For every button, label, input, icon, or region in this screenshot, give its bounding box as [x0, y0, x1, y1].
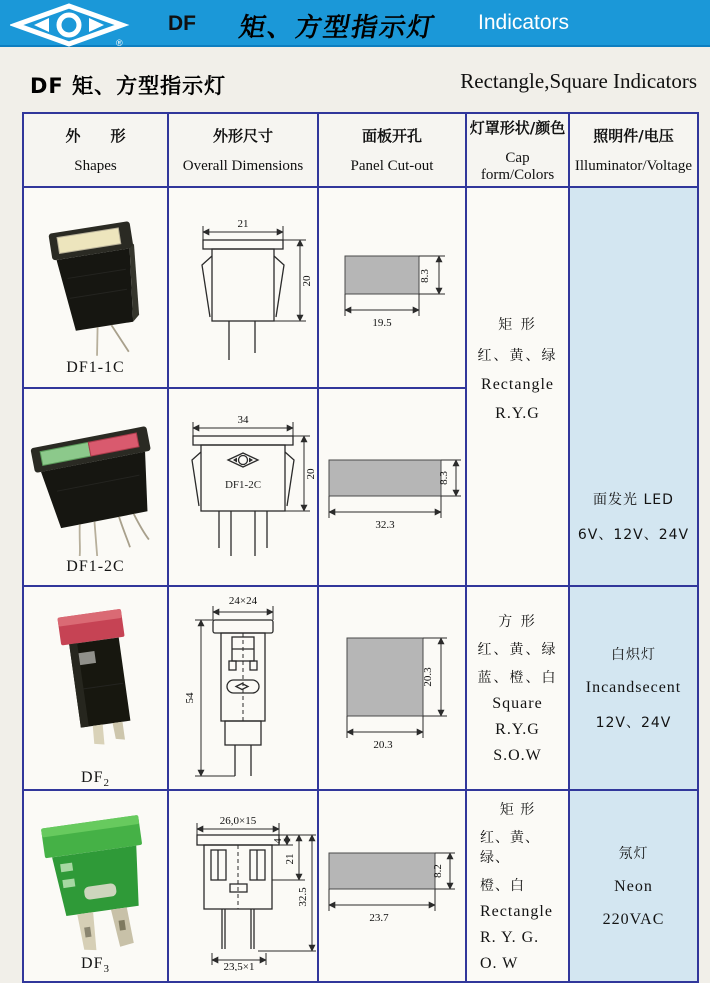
dim-label-width: 34 [237, 413, 249, 426]
col-header-capform: 灯罩形状/颜色 Cap form/Colors [466, 113, 569, 187]
table-row-df2 [23, 586, 698, 790]
model-label: $DF_3$ [81, 955, 110, 976]
cutout-width-label: 32.3 [375, 518, 395, 531]
dim-label-width: 24×24 [228, 594, 258, 607]
cutout-height-label: 8.2 [432, 864, 444, 879]
dimension-drawing-cell [168, 388, 318, 586]
illuminator-cell-led: 面发光 LED 6V、12V、24V [569, 187, 698, 586]
dim-label-top: 26,0×15 [219, 814, 257, 827]
panel-cutout-drawing-df1-2c [319, 390, 467, 580]
panel-cutout-cell [318, 187, 466, 388]
shape-cell [23, 388, 168, 586]
dimension-drawing-df2 [169, 588, 317, 784]
col-header-dimensions: 外形尺寸 Overall Dimensions [168, 113, 318, 187]
brand-logo-icon [10, 3, 130, 47]
dimension-drawing-cell [168, 586, 318, 790]
panel-cutout-cell [318, 388, 466, 586]
svg-text:®: ® [116, 38, 123, 47]
illuminator-cell-incandescent: 白炽灯 Incandsecent 12V、24V [569, 586, 698, 790]
cutout-height-label: 8.3 [438, 470, 450, 485]
cutout-width-label: 19.5 [372, 317, 392, 329]
subtitle-cn: DF 矩、方型指示灯 [30, 74, 227, 98]
cap-form-cell-square: 方 形 红、黄、绿 蓝、橙、白 Square R.Y.G S.O.W [466, 586, 569, 790]
shape-cell [23, 187, 168, 388]
dim-label-height: 20 [305, 468, 317, 479]
drawing-body-label: DF1-2C [224, 478, 262, 491]
shape-cell [23, 586, 168, 790]
panel-cutout-drawing-df2 [319, 588, 467, 784]
dimension-drawing-df3 [169, 797, 319, 971]
subtitle-en: Rectangle,Square Indicators [460, 69, 697, 93]
header-bar [0, 0, 710, 47]
product-photo-df1-2c [24, 398, 174, 556]
product-photo-df3 [24, 797, 174, 953]
dim-label-bottom: 23,5×1 [223, 960, 255, 971]
cutout-width-label: 23.7 [369, 912, 389, 925]
panel-cutout-cell [318, 586, 466, 790]
dim-label-width: 21 [237, 218, 249, 230]
panel-cutout-drawing-df3 [319, 801, 467, 966]
product-photo-df2 [30, 587, 162, 767]
model-label: $DF_2$ [81, 769, 110, 790]
table-row-df3 [23, 790, 698, 982]
cutout-height-label: 8.3 [419, 269, 431, 283]
col-header-cutout: 面板开孔 Panel Cut-out [318, 113, 466, 187]
page-title-en: Indicators [478, 11, 570, 34]
dim-label-height: 20 [301, 275, 313, 287]
panel-cutout-drawing-df1-1c [319, 190, 467, 380]
dim-label-height: 32.5 [297, 887, 309, 907]
cap-form-cell-rect: 矩 形 红、黄、绿 Rectangle R.Y.G [466, 187, 569, 586]
product-photo-df1-1c [30, 199, 162, 357]
model-label: DF1-1C [66, 358, 125, 376]
dimension-drawing-df1-2c [169, 390, 317, 580]
table-header-row [23, 113, 698, 187]
spec-table [22, 112, 699, 983]
dimension-drawing-cell [168, 187, 318, 388]
col-header-illuminator: 照明件/电压 Illuminator/Voltage [569, 113, 698, 187]
cap-form-cell-rect-neon: 矩 形 红、黄、绿、 橙、白 Rectangle R. Y. G. O. W [466, 790, 569, 982]
series-code: DF [168, 12, 196, 35]
dim-label-height: 54 [184, 692, 196, 704]
shape-cell [23, 790, 168, 982]
page-title-cn: 矩、方型指示灯 [236, 13, 439, 43]
dim-label-flange: 4 [272, 837, 284, 844]
cutout-height-label: 20.3 [422, 666, 434, 687]
cutout-width-label: 20.3 [373, 738, 393, 751]
dimension-drawing-df1-1c [169, 190, 317, 380]
col-header-shapes: 外 形 Shapes [23, 113, 168, 187]
panel-cutout-cell [318, 790, 466, 982]
model-label: DF1-2C [66, 558, 125, 575]
illuminator-cell-neon: 氖灯 Neon 220VAC [569, 790, 698, 982]
dim-label-upper: 21 [284, 853, 296, 865]
table-row-df1-1c [23, 187, 698, 388]
dimension-drawing-cell [168, 790, 318, 982]
